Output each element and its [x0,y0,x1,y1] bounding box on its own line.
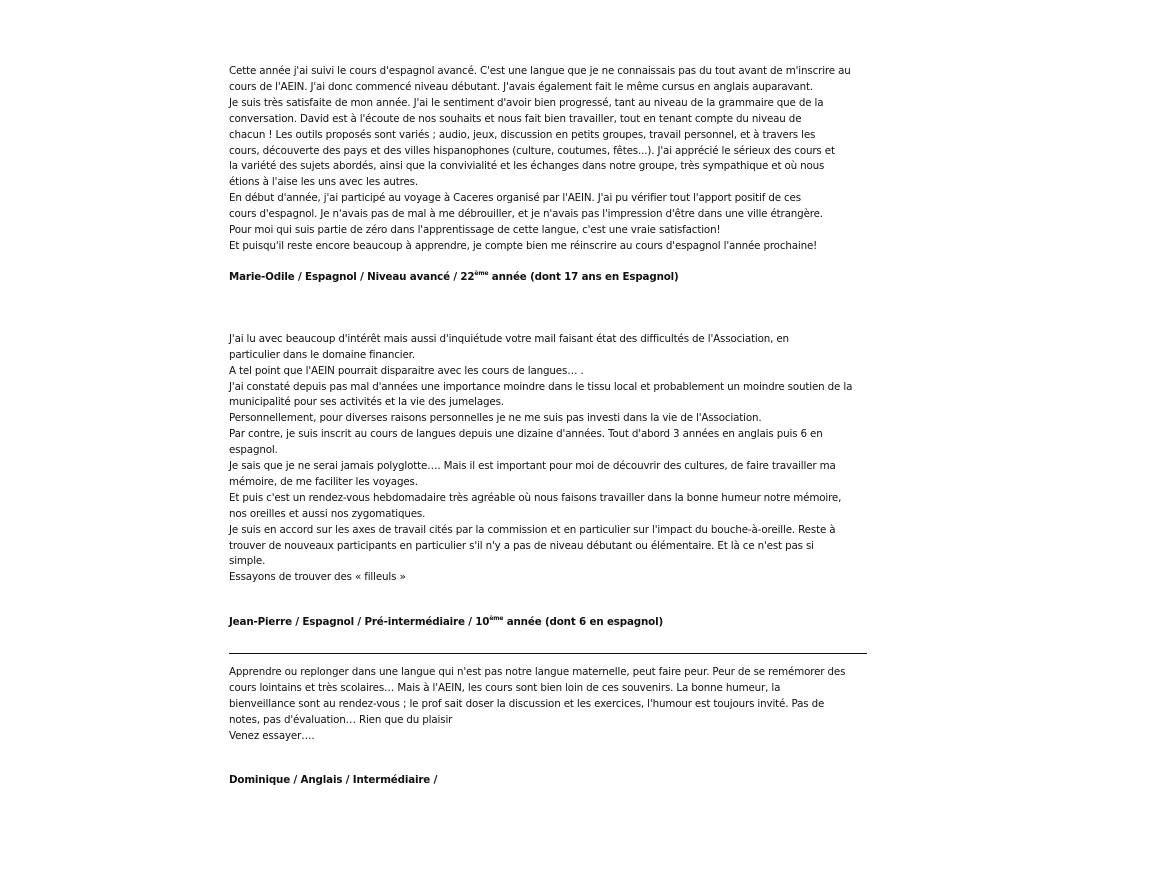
text-line: Je sais que je ne serai jamais polyglotte…. Mais il est important pour moi de découvrir des cultures, de faire travailler ma [229,460,836,473]
text-line: Cette année j'ai suivi le cours d'espagnol avancé. C'est une langue que je ne connaissais pas du tout avant de m'inscrire au [229,65,851,77]
testimonial-1-signature [229,270,869,286]
signature-text: Dominique / Anglais / Intermédiaire / [229,773,438,786]
testimonial-3-body [229,665,869,745]
text-line: trouver de nouveaux participants en particulier s'il n'y a pas de niveau débutant ou élémentaire. Et là ce n'est pas si [229,539,814,552]
text-line: Essayons de trouver des « filleuls » [229,571,406,584]
text-line: cours, découverte des pays et des villes hispanophones (culture, coutumes, fêtes...). J'ai apprécié le sérieux des cours et [229,144,835,157]
text-line: J'ai lu avec beaucoup d'intérêt mais aussi d'inquiétude votre mail faisant état des difficultés de l'Association, en [229,332,789,345]
testimonial-2-body [229,332,869,587]
text-line: conversation. David est à l'écoute de nos souhaits et nous fait bien travailler, tout en tenant compte du niveau de [229,112,802,125]
testimonial-1-body [229,64,869,255]
document-page [229,64,869,789]
testimonial-2-signature [229,615,869,631]
text-line: Venez essayer…. [229,729,315,742]
signature-text: année (dont 17 ans en Espagnol) [488,270,679,283]
text-line: simple. [229,555,266,568]
text-line: Pour moi qui suis partie de zéro dans l'apprentissage de cette langue, c'est une vraie satisfaction! [229,224,721,237]
text-line: particulier dans le domaine financier. [229,348,415,361]
text-line: Je suis très satisfaite de mon année. J'ai le sentiment d'avoir bien progressé, tant au niveau de la grammaire que de la [229,96,824,109]
text-line: J'ai constaté depuis pas mal d'années une importance moindre dans le tissu local et probablement un moindre soutien de la [229,380,853,393]
signature-text: année (dont 6 en espagnol) [503,616,664,629]
section-divider [229,653,867,654]
testimonial-3-signature [229,773,869,789]
text-line: cours d'espagnol. Je n'avais pas de mal à me débrouiller, et je n'avais pas l'impression d'être dans une ville étrangère. [229,208,823,221]
text-line: Par contre, je suis inscrit au cours de langues depuis une dizaine d'années. Tout d'abord 3 années en anglais puis 6 en [229,428,823,441]
text-line: Et puisqu'il reste encore beaucoup à apprendre, je compte bien me réinscrire au cours d'espagnol l'année prochaine! [229,239,818,252]
text-line: chacun ! Les outils proposés sont variés ; audio, jeux, discussion en petits groupes, travail personnel, et à travers les [229,128,816,141]
signature-text: Jean-Pierre / Espagnol / Pré-intermédiaire / 10 [229,616,490,629]
signature-text: Marie-Odile / Espagnol / Niveau avancé / 22 [229,270,475,283]
text-line: cours de l'AEIN. J'ai donc commencé niveau débutant. J'avais également fait le même cursus en anglais auparavant. [229,80,813,93]
text-line: municipalité pour ses activités et la vie des jumelages. [229,396,504,409]
text-line: espagnol. [229,444,278,457]
text-line: notes, pas d'évaluation… Rien que du plaisir [229,713,453,726]
signature-superscript: ème [489,615,504,623]
text-line: Et puis c'est un rendez-vous hebdomadaire très agréable où nous faisons travailler dans la bonne humeur notre mémoire, [229,491,842,504]
text-line: cours lointains et très scolaires… Mais à l'AEIN, les cours sont bien loin de ces souvenirs. La bonne humeur, la [229,682,781,695]
text-line: mémoire, de me faciliter les voyages. [229,475,418,488]
text-line: A tel point que l'AEIN pourrait disparaitre avec les cours de langues… . [229,364,584,377]
signature-superscript: ème [474,269,489,277]
text-line: bienveillance sont au rendez-vous ; le prof sait doser la discussion et les exercices, l'humour est toujours invité. Pas de [229,698,825,710]
text-line: Je suis en accord sur les axes de travail cités par la commission et en particulier sur l'impact du bouche-à-oreille. Reste à [229,523,836,536]
text-line: En début d'année, j'ai participé au voyage à Caceres organisé par l'AEIN. J'ai pu vérifier tout l'apport positif de ces [229,192,801,205]
text-line: Apprendre ou replonger dans une langue qui n'est pas notre langue maternelle, peut faire peur. Peur de se remémorer des [229,666,846,679]
text-line: Personnellement, pour diverses raisons personnelles je ne me suis pas investi dans la vie de l'Association. [229,412,762,425]
text-line: étions à l'aise les uns avec les autres. [229,176,418,189]
text-line: la variété des sujets abordés, ainsi que la convivialité et les échanges dans notre groupe, très sympathique et où nous [229,160,825,173]
text-line: nos oreilles et aussi nos zygomatiques. [229,507,426,520]
